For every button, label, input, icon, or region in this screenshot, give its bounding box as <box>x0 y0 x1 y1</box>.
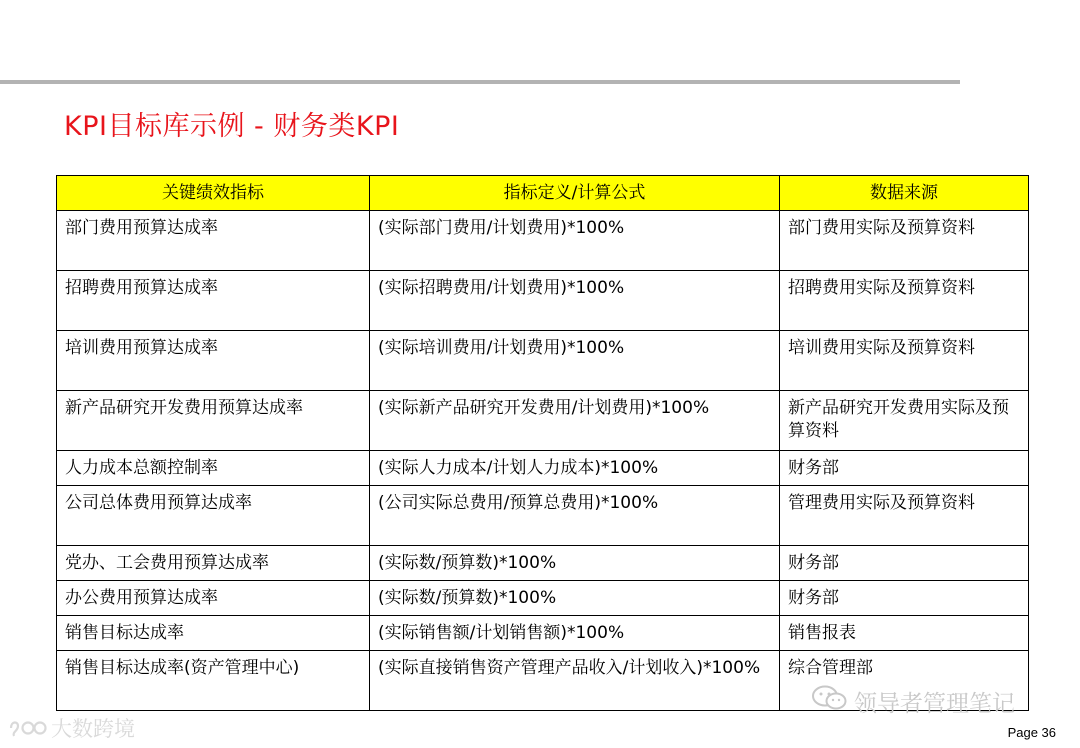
wechat-icon <box>810 683 848 719</box>
brand-watermark <box>8 713 135 743</box>
formula-cell: (实际招聘费用/计划费用)*100% <box>370 271 780 331</box>
kpi-cell: 党办、工会费用预算达成率 <box>57 546 370 581</box>
wechat-watermark <box>810 683 1015 719</box>
formula-cell: (实际销售额/计划销售额)*100% <box>370 616 780 651</box>
formula-cell: (实际人力成本/计划人力成本)*100% <box>370 451 780 486</box>
formula-cell: (公司实际总费用/预算总费用)*100% <box>370 486 780 546</box>
source-cell: 财务部 <box>780 581 1029 616</box>
table-row <box>57 581 1029 616</box>
source-cell: 新产品研究开发费用实际及预算资料 <box>780 391 1029 451</box>
kpi-cell: 人力成本总额控制率 <box>57 451 370 486</box>
formula-cell: (实际培训费用/计划费用)*100% <box>370 331 780 391</box>
source-cell: 销售报表 <box>780 616 1029 651</box>
kpi-cell: 销售目标达成率 <box>57 616 370 651</box>
kpi-cell: 招聘费用预算达成率 <box>57 271 370 331</box>
kpi-cell: 新产品研究开发费用预算达成率 <box>57 391 370 451</box>
source-cell: 财务部 <box>780 546 1029 581</box>
source-cell: 部门费用实际及预算资料 <box>780 211 1029 271</box>
source-cell: 招聘费用实际及预算资料 <box>780 271 1029 331</box>
source-cell: 培训费用实际及预算资料 <box>780 331 1029 391</box>
table-row <box>57 331 1029 391</box>
table-row <box>57 451 1029 486</box>
page-title: KPI目标库示例 - 财务类KPI <box>64 111 400 142</box>
formula-cell: (实际直接销售资产管理产品收入/计划收入)*100% <box>370 651 780 711</box>
kpi-cell: 办公费用预算达成率 <box>57 581 370 616</box>
column-header-source: 数据来源 <box>780 176 1029 211</box>
wechat-account-text: 领导者管理笔记 <box>854 690 1015 717</box>
formula-cell: (实际新产品研究开发费用/计划费用)*100% <box>370 391 780 451</box>
kpi-cell: 部门费用预算达成率 <box>57 211 370 271</box>
table-row <box>57 271 1029 331</box>
top-divider <box>0 80 960 84</box>
brand-logo-icon <box>8 716 48 740</box>
kpi-cell: 培训费用预算达成率 <box>57 331 370 391</box>
source-cell: 综合管理部 <box>780 651 1029 711</box>
kpi-cell: 销售目标达成率(资产管理中心) <box>57 651 370 711</box>
column-header-kpi: 关键绩效指标 <box>57 176 370 211</box>
kpi-table <box>56 175 1029 711</box>
page-number: Page 36 <box>1007 725 1056 740</box>
table-row <box>57 391 1029 451</box>
column-header-formula: 指标定义/计算公式 <box>370 176 780 211</box>
source-cell: 管理费用实际及预算资料 <box>780 486 1029 546</box>
formula-cell: (实际数/预算数)*100% <box>370 546 780 581</box>
table-row <box>57 546 1029 581</box>
formula-cell: (实际数/预算数)*100% <box>370 581 780 616</box>
source-cell: 财务部 <box>780 451 1029 486</box>
table-row <box>57 486 1029 546</box>
kpi-cell: 公司总体费用预算达成率 <box>57 486 370 546</box>
table-row <box>57 616 1029 651</box>
brand-watermark-text: 大数跨境 <box>51 717 135 741</box>
table-header-row <box>57 176 1029 211</box>
table-row <box>57 211 1029 271</box>
formula-cell: (实际部门费用/计划费用)*100% <box>370 211 780 271</box>
